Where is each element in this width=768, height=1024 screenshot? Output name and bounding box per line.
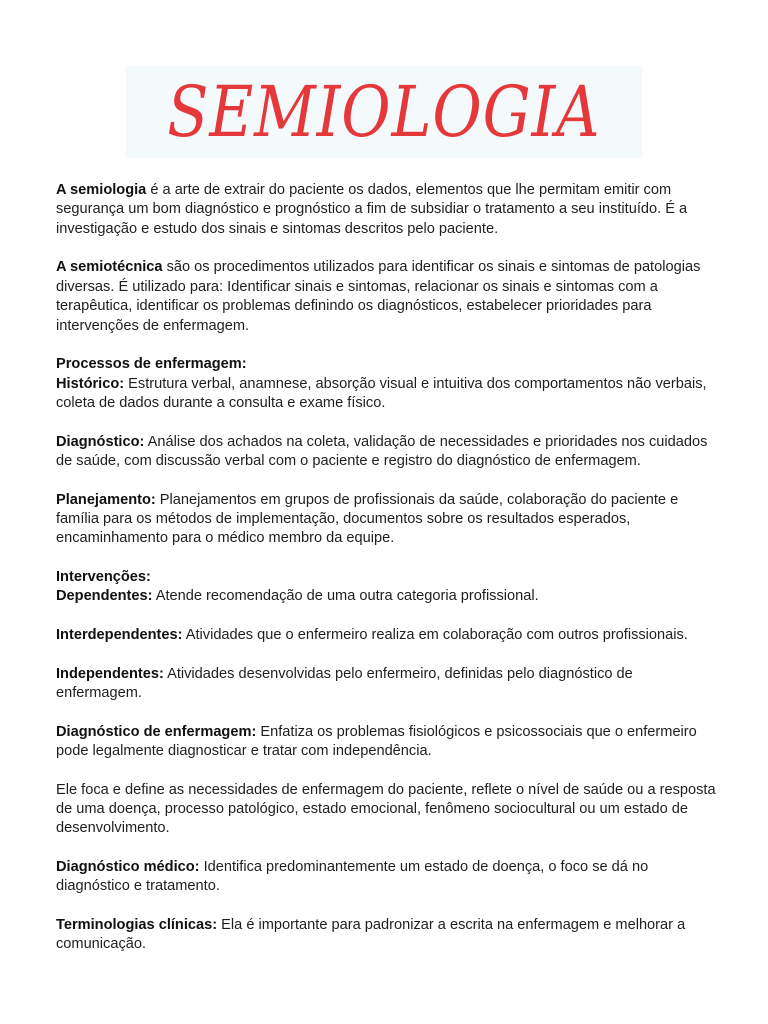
- term-label: Histórico:: [56, 375, 125, 392]
- paragraph-semiotecnica: [56, 258, 718, 336]
- paragraph-diagnostico-medico: [56, 858, 718, 897]
- term-label: Diagnóstico de enfermagem:: [56, 723, 257, 740]
- section-heading: Intervenções:: [56, 569, 151, 586]
- heading-processos: [56, 355, 718, 374]
- paragraph-text: Atividades desenvolvidas pelo enfermeiro, definidas pelo diagnóstico de enfermagem.: [56, 665, 633, 702]
- paragraph-text: Atende recomendação de uma outra categoria profissional.: [152, 588, 539, 605]
- paragraph-terminologias: [56, 916, 718, 955]
- term-label: Dependentes:: [56, 588, 153, 605]
- term-label: Interdependentes:: [56, 627, 183, 644]
- paragraph-historico: [56, 375, 718, 414]
- title-highlight: [126, 66, 642, 158]
- paragraph-text: são os procedimentos utilizados para identificar os sinais e sintomas de patologias diversas. É utilizado para: Identificar sinais e sintomas, relacionar os sinais e sintomas com a terapêutica, identificar os problemas definindo os diagnósticos, estabelecer prioridades para intervenções de enfermagem.: [56, 259, 701, 334]
- term-label: Terminologias clínicas:: [56, 917, 218, 934]
- paragraph-text: é a arte de extrair do paciente os dados, elementos que lhe permitam emitir com segurança um bom diagnóstico e prognóstico a fim de subsidiar o tratamento a seu instituído. É a investigação e estudo dos sinais e sintomas descritos pelo paciente.: [56, 182, 688, 237]
- paragraph-text: Atividades que o enfermeiro realiza em colaboração com outros profissionais.: [182, 627, 688, 644]
- paragraph-diagnostico-enfermagem: [56, 723, 718, 762]
- paragraph-independentes: [56, 665, 718, 704]
- term-label: Diagnóstico:: [56, 433, 145, 450]
- section-heading: Processos de enfermagem:: [56, 356, 247, 373]
- term-label: Independentes:: [56, 665, 164, 682]
- paragraph-text: Enfatiza os problemas fisiológicos e psicossociais que o enfermeiro pode legalmente diagnosticar e tratar com independência.: [56, 723, 697, 760]
- term-label: A semiotécnica: [56, 259, 163, 276]
- paragraph-text: Análise dos achados na coleta, validação de necessidades e prioridades nos cuidados de saúde, com discussão verbal com o paciente e registro do diagnóstico de enfermagem.: [56, 433, 708, 470]
- term-label: Diagnóstico médico:: [56, 859, 200, 876]
- paragraph-text: Ele foca e define as necessidades de enfermagem do paciente, reflete o nível de saúde ou a resposta de uma doença, processo patológico, estado emocional, fenômeno sociocultural ou um estado de desenvolvimento.: [56, 781, 716, 837]
- paragraph-text: Identifica predominantemente um estado de doença, o foco se dá no diagnóstico e tratamento.: [56, 859, 649, 895]
- paragraph-dependentes: [56, 587, 718, 606]
- heading-intervencoes: [56, 568, 718, 587]
- paragraph-planejamento: [56, 491, 718, 549]
- paragraph-text: Planejamentos em grupos de profissionais da saúde, colaboração do paciente e família para os métodos de implementação, documentos sobre os resultados esperados, encaminhamento para o médico membro da equipe.: [56, 491, 679, 547]
- paragraph-foco-enfermagem: [56, 781, 718, 839]
- paragraph-semiologia: [56, 181, 718, 239]
- paragraph-text: Ela é importante para padronizar a escrita na enfermagem e melhorar a comunicação.: [56, 917, 686, 953]
- document-body: [56, 181, 718, 974]
- term-label: Planejamento:: [56, 491, 156, 508]
- term-label: A semiologia: [56, 182, 147, 198]
- paragraph-diagnostico: [56, 433, 718, 472]
- page-title: SEMIOLOGIA: [167, 71, 601, 153]
- title-area: [0, 66, 768, 158]
- paragraph-text: Estrutura verbal, anamnese, absorção visual e intuitiva dos comportamentos não verbais, coleta de dados durante a consulta e exame físico.: [56, 375, 707, 412]
- paragraph-interdependentes: [56, 626, 718, 645]
